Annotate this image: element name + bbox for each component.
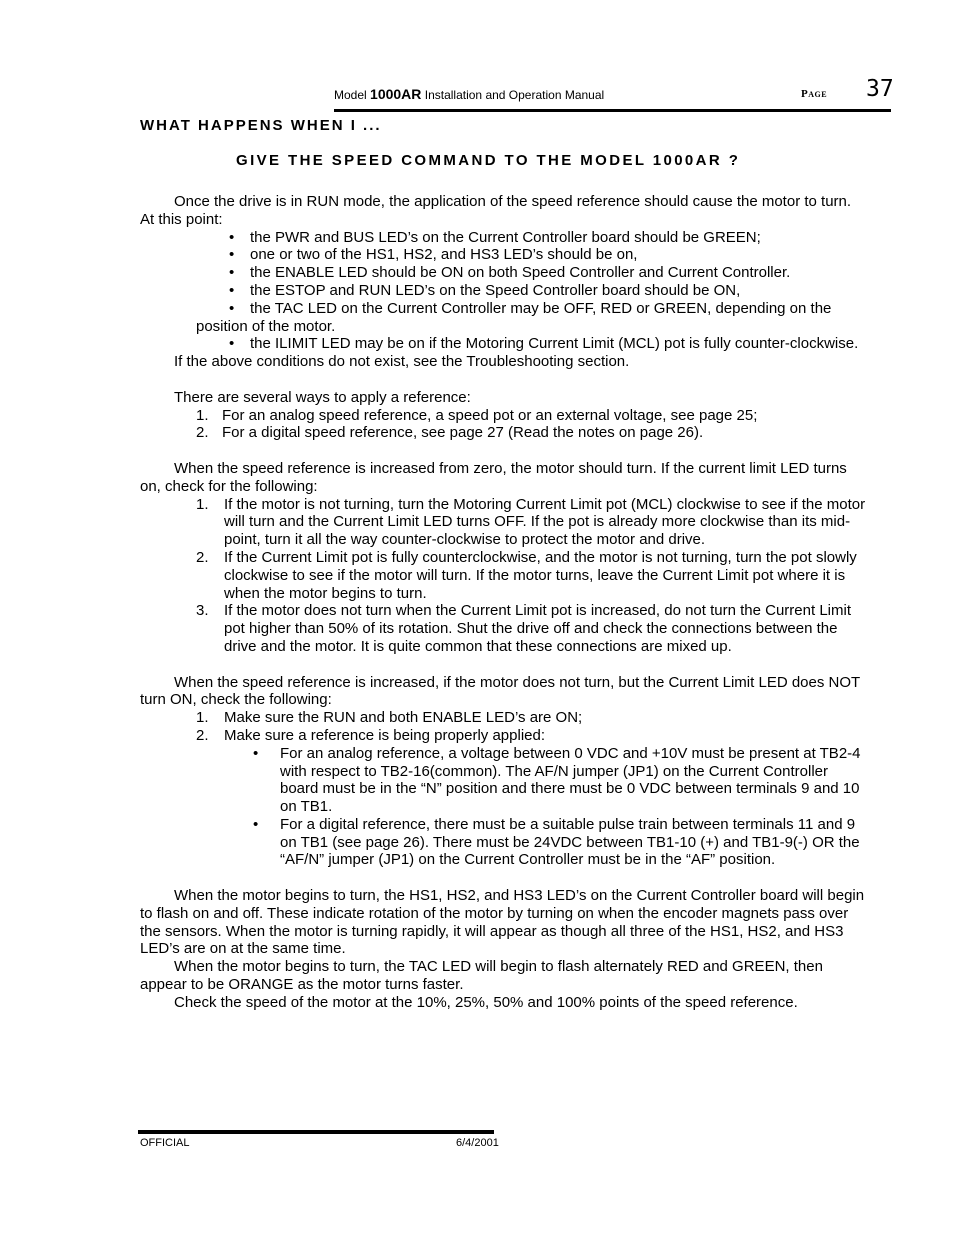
closing-paragraph: When the motor begins to turn, the HS1, HS2, and HS3 LED’s on the Current Controller board will begin to flash on and off. These indicate rotation of the motor by turning on when the encoder magnets pass over the sensors. When the motor is turning rapidly, it will appear as though all three of the HS1, HS2, and HS3 LED’s are on at the same time. [140,887,865,958]
footer-divider [138,1130,494,1134]
header-page-number: 37 [866,76,894,102]
closing-paragraph: Check the speed of the motor at the 10%, 25%, 50% and 100% points of the speed reference. [174,993,798,1011]
list-item: 1. If the motor is not turning, turn the Motoring Current Limit pot (MCL) clockwise to see if the motor will turn and the Current Limit LED turns OFF. If the pot is already more clockwise than its mid-point, turn it all the way counter-clockwise to protect the motor and drive. [196,495,866,549]
list-item: • one or two of the HS1, HS2, and HS3 LED’s should be on, [229,246,638,264]
bullet-icon: • [229,299,235,317]
bullet-icon: • [229,335,235,353]
footer-status: OFFICIAL [140,1137,190,1149]
list-item: • the ENABLE LED should be ON on both Speed Controller and Current Controller. [229,264,791,282]
list-item: • the ILIMIT LED may be on if the Motoring Current Limit (MCL) pot is fully counter-clockwise. [229,335,859,353]
header-page-label: Page [801,88,828,100]
sub-title: GIVE THE SPEED COMMAND TO THE MODEL 1000AR ? [236,152,741,169]
closing-paragraph: When the motor begins to turn, the TAC LED will begin to flash alternately RED and GREEN, then appear to be ORANGE as the motor turns faster. [140,958,823,994]
list-item: • For an analog reference, a voltage between 0 VDC and +10V must be present at TB2-4 with respect to TB2-16(common). The AF/N jumper (JP1) on the Current Controller board must be in the “N” position and there must be 0 VDC between terminals 9 and 10 on TB1. [253,744,861,816]
bullet-icon: • [229,228,235,246]
list-item: 2. If the Current Limit pot is fully counterclockwise, and the motor is not turning, turn the pot slowly clockwise to see if the motor will turn. If the motor turns, leave the Current Limit pot where it is when the motor begins to turn. [196,548,857,602]
intro-paragraph: Once the drive is in RUN mode, the application of the speed reference should cause the motor to turn. At this point: [140,193,852,228]
bullet-icon: • [253,744,259,762]
list-item: 1. Make sure the RUN and both ENABLE LED’s are ON; [196,709,583,727]
document-body [140,193,868,1012]
list-item: 3. If the motor does not turn when the Current Limit pot is increased, do not turn the Current Limit pot higher than 50% of its rotation. Shut the drive off and check the connections between the drive and the motor. It is quite common that these connections are mixed up. [196,602,851,655]
footer-date: 6/4/2001 [456,1137,499,1149]
list-item: • the ESTOP and RUN LED’s on the Speed Controller board should be ON, [229,281,741,299]
header-model-suffix: Installation and Operation Manual [421,88,605,102]
run-status-list [140,229,868,354]
header-title [334,86,604,102]
header-divider [334,109,891,112]
no-current-limit-intro: When the speed reference is increased, if the motor does not turn, but the Current Limit LED does NOT turn ON, check the following: [140,673,860,709]
bullet-icon: • [229,281,235,299]
list-item: 2. Make sure a reference is being properly applied: [196,726,546,744]
bullet-icon: • [229,264,235,282]
list-item: • the TAC LED on the Current Controller may be OFF, RED or GREEN, depending on the position of the motor. [196,299,832,335]
bullet-icon: • [253,815,259,833]
troubleshoot-note: If the above conditions do not exist, see the Troubleshooting section. [174,353,630,371]
ways-intro: There are several ways to apply a reference: [174,388,471,406]
list-item: 2. For a digital speed reference, see page 27 (Read the notes on page 26). [196,424,704,442]
list-item: 1. For an analog speed reference, a speed pot or an external voltage, see page 25; [196,406,758,424]
current-limit-intro: When the speed reference is increased from zero, the motor should turn. If the current limit LED turns on, check for the following: [140,459,847,495]
list-item: • For a digital reference, there must be a suitable pulse train between terminals 11 and 9 on TB1 (see page 26). There must be 24VDC between TB1-10 (+) and TB1-9(-) OR the “AF/N” jumper (JP1) on the Current Controller must be in the “AF” position. [253,815,860,869]
header-model-name: 1000AR [370,86,422,102]
current-limit-steps [140,496,868,656]
header-model-prefix: Model [334,88,371,102]
reference-list [140,745,868,870]
section-title: WHAT HAPPENS WHEN I ... [140,117,382,134]
bullet-icon: • [229,246,235,264]
ways-list [140,407,868,443]
list-item: • the PWR and BUS LED’s on the Current Controller board should be GREEN; [229,228,761,246]
no-current-limit-steps [140,709,868,745]
